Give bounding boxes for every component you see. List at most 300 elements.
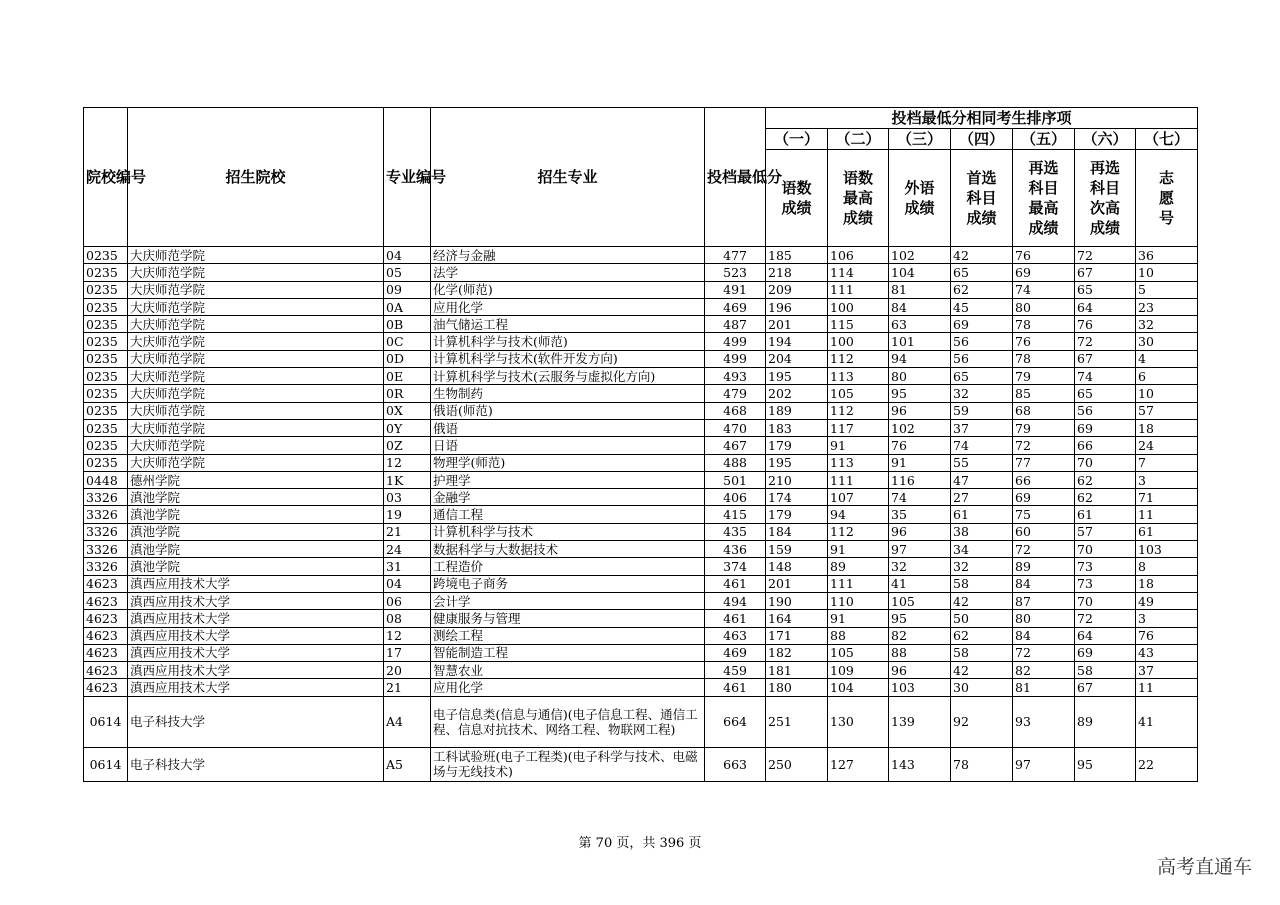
cell-foreign-language: 97 — [889, 541, 951, 558]
cell-school-name: 大庆师范学院 — [128, 402, 384, 419]
cell-major-name: 应用化学 — [431, 679, 705, 696]
cell-second-subject-max: 85 — [1013, 385, 1075, 402]
cell-major-name: 测绘工程 — [431, 627, 705, 644]
cell-second-subject-max: 80 — [1013, 298, 1075, 315]
cell-min-score: 470 — [705, 419, 766, 436]
cell-first-subject: 42 — [951, 247, 1013, 264]
cell-first-subject: 69 — [951, 316, 1013, 333]
cell-min-score: 491 — [705, 281, 766, 298]
cell-foreign-language: 35 — [889, 506, 951, 523]
table-row — [84, 679, 1198, 696]
cell-chinese-math-max: 130 — [828, 696, 889, 747]
table-row — [84, 696, 1198, 747]
cell-chinese-math: 189 — [766, 402, 828, 419]
cell-foreign-language: 116 — [889, 471, 951, 488]
cell-major-code: 0A — [384, 298, 431, 315]
table-row — [84, 523, 1198, 540]
table-row — [84, 747, 1198, 781]
cell-application-no: 24 — [1136, 437, 1198, 454]
table-row — [84, 575, 1198, 592]
cell-chinese-math-max: 112 — [828, 523, 889, 540]
cell-application-no: 6 — [1136, 368, 1198, 385]
cell-first-subject: 45 — [951, 298, 1013, 315]
cell-application-no: 3 — [1136, 471, 1198, 488]
cell-chinese-math-max: 94 — [828, 506, 889, 523]
table-row — [84, 506, 1198, 523]
cell-first-subject: 55 — [951, 454, 1013, 471]
cell-first-subject: 34 — [951, 541, 1013, 558]
cell-chinese-math-max: 112 — [828, 350, 889, 367]
cell-second-subject-max: 66 — [1013, 471, 1075, 488]
cell-first-subject: 56 — [951, 350, 1013, 367]
table-row — [84, 471, 1198, 488]
cell-chinese-math-max: 115 — [828, 316, 889, 333]
cell-school-name: 德州学院 — [128, 471, 384, 488]
cell-second-subject-next: 72 — [1075, 247, 1136, 264]
cell-second-subject-max: 76 — [1013, 333, 1075, 350]
table-row — [84, 419, 1198, 436]
cell-major-code: 31 — [384, 558, 431, 575]
cell-second-subject-next: 74 — [1075, 368, 1136, 385]
header-sort-num-7: （七） — [1136, 129, 1198, 150]
cell-application-no: 49 — [1136, 592, 1198, 609]
admission-score-table — [83, 107, 1198, 782]
cell-major-name: 生物制药 — [431, 385, 705, 402]
cell-first-subject: 42 — [951, 592, 1013, 609]
cell-major-name: 工科试验班(电子工程类)(电子科学与技术、电磁场与无线技术) — [431, 747, 705, 781]
cell-major-name: 通信工程 — [431, 506, 705, 523]
header-sort-label-1: 语数成绩 — [766, 150, 828, 247]
cell-school-code: 0614 — [84, 696, 128, 747]
cell-major-code: 08 — [384, 610, 431, 627]
cell-application-no: 3 — [1136, 610, 1198, 627]
cell-chinese-math-max: 112 — [828, 402, 889, 419]
cell-chinese-math-max: 105 — [828, 644, 889, 661]
cell-school-code: 4623 — [84, 627, 128, 644]
cell-chinese-math: 185 — [766, 247, 828, 264]
cell-second-subject-max: 84 — [1013, 575, 1075, 592]
cell-foreign-language: 94 — [889, 350, 951, 367]
table-row — [84, 454, 1198, 471]
cell-school-code: 0235 — [84, 333, 128, 350]
cell-school-name: 滇池学院 — [128, 541, 384, 558]
cell-chinese-math: 179 — [766, 506, 828, 523]
cell-foreign-language: 76 — [889, 437, 951, 454]
cell-min-score: 499 — [705, 333, 766, 350]
cell-foreign-language: 82 — [889, 627, 951, 644]
page-footer: 第 70 页，共 396 页 — [578, 836, 702, 851]
cell-chinese-math-max: 113 — [828, 368, 889, 385]
cell-chinese-math: 195 — [766, 368, 828, 385]
cell-first-subject: 42 — [951, 662, 1013, 679]
cell-major-code: 0B — [384, 316, 431, 333]
cell-major-code: 05 — [384, 264, 431, 281]
table-row — [84, 264, 1198, 281]
cell-major-code: 0Y — [384, 419, 431, 436]
cell-min-score: 459 — [705, 662, 766, 679]
table-row — [84, 333, 1198, 350]
cell-foreign-language: 84 — [889, 298, 951, 315]
table-row — [84, 316, 1198, 333]
cell-school-code: 4623 — [84, 662, 128, 679]
cell-second-subject-next: 64 — [1075, 298, 1136, 315]
cell-school-name: 滇西应用技术大学 — [128, 592, 384, 609]
cell-school-code: 4623 — [84, 679, 128, 696]
cell-second-subject-next: 62 — [1075, 471, 1136, 488]
cell-second-subject-next: 65 — [1075, 385, 1136, 402]
cell-chinese-math-max: 109 — [828, 662, 889, 679]
cell-application-no: 22 — [1136, 747, 1198, 781]
cell-school-code: 0235 — [84, 350, 128, 367]
cell-foreign-language: 103 — [889, 679, 951, 696]
table-row — [84, 662, 1198, 679]
cell-second-subject-next: 73 — [1075, 558, 1136, 575]
cell-major-code: 12 — [384, 454, 431, 471]
cell-chinese-math: 201 — [766, 575, 828, 592]
cell-min-score: 493 — [705, 368, 766, 385]
cell-min-score: 501 — [705, 471, 766, 488]
cell-school-name: 大庆师范学院 — [128, 316, 384, 333]
cell-major-name: 金融学 — [431, 489, 705, 506]
cell-first-subject: 32 — [951, 558, 1013, 575]
cell-school-code: 0448 — [84, 471, 128, 488]
cell-major-name: 跨境电子商务 — [431, 575, 705, 592]
cell-major-name: 物理学(师范) — [431, 454, 705, 471]
cell-second-subject-next: 69 — [1075, 419, 1136, 436]
cell-major-name: 日语 — [431, 437, 705, 454]
cell-first-subject: 50 — [951, 610, 1013, 627]
cell-first-subject: 38 — [951, 523, 1013, 540]
cell-major-name: 工程造价 — [431, 558, 705, 575]
cell-major-name: 会计学 — [431, 592, 705, 609]
cell-major-name: 护理学 — [431, 471, 705, 488]
cell-first-subject: 30 — [951, 679, 1013, 696]
cell-chinese-math: 181 — [766, 662, 828, 679]
table-row — [84, 402, 1198, 419]
cell-foreign-language: 80 — [889, 368, 951, 385]
cell-chinese-math-max: 100 — [828, 298, 889, 315]
cell-school-code: 3326 — [84, 506, 128, 523]
header-sort-num-4: （四） — [951, 129, 1013, 150]
cell-major-name: 油气储运工程 — [431, 316, 705, 333]
cell-school-code: 4623 — [84, 644, 128, 661]
cell-second-subject-next: 70 — [1075, 541, 1136, 558]
header-sort-label-7: 志愿号 — [1136, 150, 1198, 247]
header-sort-label-6: 再选科目次高成绩 — [1075, 150, 1136, 247]
cell-chinese-math-max: 89 — [828, 558, 889, 575]
cell-chinese-math: 251 — [766, 696, 828, 747]
cell-major-code: 12 — [384, 627, 431, 644]
cell-foreign-language: 88 — [889, 644, 951, 661]
cell-major-name: 计算机科学与技术(师范) — [431, 333, 705, 350]
cell-foreign-language: 96 — [889, 523, 951, 540]
header-sort-num-1: （一） — [766, 129, 828, 150]
cell-min-score: 469 — [705, 644, 766, 661]
cell-chinese-math-max: 113 — [828, 454, 889, 471]
header-school-name: 招生院校 — [128, 108, 384, 247]
cell-second-subject-next: 72 — [1075, 333, 1136, 350]
cell-major-code: 0Z — [384, 437, 431, 454]
cell-second-subject-next: 58 — [1075, 662, 1136, 679]
cell-second-subject-next: 56 — [1075, 402, 1136, 419]
cell-application-no: 41 — [1136, 696, 1198, 747]
cell-first-subject: 58 — [951, 575, 1013, 592]
cell-second-subject-next: 69 — [1075, 644, 1136, 661]
cell-major-code: 0D — [384, 350, 431, 367]
cell-second-subject-max: 80 — [1013, 610, 1075, 627]
cell-major-code: 20 — [384, 662, 431, 679]
table-row — [84, 558, 1198, 575]
cell-foreign-language: 95 — [889, 610, 951, 627]
cell-major-name: 计算机科学与技术(软件开发方向) — [431, 350, 705, 367]
cell-foreign-language: 41 — [889, 575, 951, 592]
cell-major-name: 计算机科学与技术(云服务与虚拟化方向) — [431, 368, 705, 385]
header-min-score: 投档最低分 — [705, 108, 766, 247]
cell-second-subject-next: 70 — [1075, 454, 1136, 471]
cell-school-name: 大庆师范学院 — [128, 454, 384, 471]
cell-major-name: 智慧农业 — [431, 662, 705, 679]
cell-major-name: 俄语(师范) — [431, 402, 705, 419]
header-major-code: 专业编号 — [384, 108, 431, 247]
cell-min-score: 461 — [705, 575, 766, 592]
cell-min-score: 479 — [705, 385, 766, 402]
cell-application-no: 18 — [1136, 575, 1198, 592]
cell-second-subject-max: 87 — [1013, 592, 1075, 609]
header-major-name: 招生专业 — [431, 108, 705, 247]
cell-first-subject: 62 — [951, 281, 1013, 298]
cell-major-code: 03 — [384, 489, 431, 506]
cell-school-code: 0235 — [84, 402, 128, 419]
cell-min-score: 499 — [705, 350, 766, 367]
cell-chinese-math: 218 — [766, 264, 828, 281]
table-row — [84, 247, 1198, 264]
cell-foreign-language: 95 — [889, 385, 951, 402]
cell-major-code: 06 — [384, 592, 431, 609]
cell-foreign-language: 91 — [889, 454, 951, 471]
cell-second-subject-max: 78 — [1013, 350, 1075, 367]
cell-school-code: 3326 — [84, 523, 128, 540]
cell-major-code: 19 — [384, 506, 431, 523]
watermark: 高考直通车 — [1156, 856, 1252, 878]
table-row — [84, 592, 1198, 609]
header-sort-num-3: （三） — [889, 129, 951, 150]
cell-chinese-math: 184 — [766, 523, 828, 540]
cell-first-subject: 65 — [951, 264, 1013, 281]
cell-chinese-math-max: 117 — [828, 419, 889, 436]
cell-application-no: 76 — [1136, 627, 1198, 644]
cell-second-subject-next: 89 — [1075, 696, 1136, 747]
cell-school-name: 滇池学院 — [128, 558, 384, 575]
cell-major-code: 0E — [384, 368, 431, 385]
cell-major-code: A5 — [384, 747, 431, 781]
cell-chinese-math: 195 — [766, 454, 828, 471]
cell-major-code: 04 — [384, 575, 431, 592]
cell-second-subject-next: 95 — [1075, 747, 1136, 781]
cell-min-score: 415 — [705, 506, 766, 523]
cell-application-no: 7 — [1136, 454, 1198, 471]
cell-major-name: 健康服务与管理 — [431, 610, 705, 627]
cell-chinese-math: 210 — [766, 471, 828, 488]
cell-school-code: 0235 — [84, 385, 128, 402]
cell-second-subject-next: 66 — [1075, 437, 1136, 454]
table-header — [84, 108, 1198, 247]
cell-school-name: 大庆师范学院 — [128, 264, 384, 281]
cell-min-score: 523 — [705, 264, 766, 281]
cell-school-name: 滇池学院 — [128, 506, 384, 523]
cell-school-name: 大庆师范学院 — [128, 385, 384, 402]
cell-school-code: 0235 — [84, 298, 128, 315]
cell-second-subject-max: 84 — [1013, 627, 1075, 644]
cell-application-no: 71 — [1136, 489, 1198, 506]
cell-second-subject-max: 72 — [1013, 437, 1075, 454]
cell-school-code: 0235 — [84, 437, 128, 454]
cell-chinese-math: 209 — [766, 281, 828, 298]
cell-foreign-language: 81 — [889, 281, 951, 298]
cell-foreign-language: 96 — [889, 402, 951, 419]
cell-foreign-language: 74 — [889, 489, 951, 506]
cell-min-score: 664 — [705, 696, 766, 747]
cell-min-score: 468 — [705, 402, 766, 419]
table-row — [84, 610, 1198, 627]
cell-application-no: 11 — [1136, 506, 1198, 523]
cell-school-name: 大庆师范学院 — [128, 247, 384, 264]
cell-second-subject-max: 79 — [1013, 368, 1075, 385]
cell-chinese-math: 159 — [766, 541, 828, 558]
cell-foreign-language: 101 — [889, 333, 951, 350]
cell-min-score: 435 — [705, 523, 766, 540]
header-sort-label-3: 外语成绩 — [889, 150, 951, 247]
cell-chinese-math: 174 — [766, 489, 828, 506]
cell-foreign-language: 96 — [889, 662, 951, 679]
cell-application-no: 43 — [1136, 644, 1198, 661]
cell-second-subject-max: 69 — [1013, 264, 1075, 281]
cell-chinese-math: 182 — [766, 644, 828, 661]
cell-second-subject-max: 97 — [1013, 747, 1075, 781]
cell-school-name: 大庆师范学院 — [128, 298, 384, 315]
cell-min-score: 663 — [705, 747, 766, 781]
cell-second-subject-max: 77 — [1013, 454, 1075, 471]
table-row — [84, 627, 1198, 644]
cell-first-subject: 78 — [951, 747, 1013, 781]
cell-major-code: 1K — [384, 471, 431, 488]
cell-chinese-math-max: 91 — [828, 541, 889, 558]
cell-school-name: 滇池学院 — [128, 523, 384, 540]
cell-second-subject-max: 82 — [1013, 662, 1075, 679]
cell-major-name: 法学 — [431, 264, 705, 281]
cell-application-no: 36 — [1136, 247, 1198, 264]
cell-foreign-language: 105 — [889, 592, 951, 609]
cell-second-subject-next: 65 — [1075, 281, 1136, 298]
table-row — [84, 368, 1198, 385]
cell-application-no: 61 — [1136, 523, 1198, 540]
cell-chinese-math: 164 — [766, 610, 828, 627]
cell-min-score: 461 — [705, 610, 766, 627]
cell-application-no: 37 — [1136, 662, 1198, 679]
cell-school-code: 3326 — [84, 489, 128, 506]
cell-major-name: 电子信息类(信息与通信)(电子信息工程、通信工程、信息对抗技术、网络工程、物联网工程) — [431, 696, 705, 747]
cell-chinese-math-max: 105 — [828, 385, 889, 402]
cell-major-name: 应用化学 — [431, 298, 705, 315]
cell-chinese-math-max: 127 — [828, 747, 889, 781]
cell-application-no: 10 — [1136, 264, 1198, 281]
cell-second-subject-next: 62 — [1075, 489, 1136, 506]
cell-second-subject-max: 89 — [1013, 558, 1075, 575]
cell-chinese-math-max: 104 — [828, 679, 889, 696]
cell-chinese-math: 196 — [766, 298, 828, 315]
cell-foreign-language: 32 — [889, 558, 951, 575]
cell-first-subject: 74 — [951, 437, 1013, 454]
cell-major-code: 09 — [384, 281, 431, 298]
cell-chinese-math-max: 111 — [828, 281, 889, 298]
cell-school-code: 4623 — [84, 575, 128, 592]
table-row — [84, 350, 1198, 367]
cell-chinese-math: 201 — [766, 316, 828, 333]
cell-major-name: 俄语 — [431, 419, 705, 436]
table-row — [84, 489, 1198, 506]
cell-school-name: 滇西应用技术大学 — [128, 575, 384, 592]
cell-second-subject-max: 81 — [1013, 679, 1075, 696]
cell-major-name: 数据科学与大数据技术 — [431, 541, 705, 558]
cell-second-subject-next: 61 — [1075, 506, 1136, 523]
cell-application-no: 32 — [1136, 316, 1198, 333]
cell-major-name: 经济与金融 — [431, 247, 705, 264]
header-sort-group: 投档最低分相同考生排序项 — [766, 108, 1198, 129]
cell-first-subject: 62 — [951, 627, 1013, 644]
cell-school-name: 电子科技大学 — [128, 747, 384, 781]
header-sort-label-2: 语数最高成绩 — [828, 150, 889, 247]
cell-application-no: 23 — [1136, 298, 1198, 315]
cell-application-no: 11 — [1136, 679, 1198, 696]
header-sort-label-4: 首选科目成绩 — [951, 150, 1013, 247]
cell-chinese-math: 171 — [766, 627, 828, 644]
cell-second-subject-max: 78 — [1013, 316, 1075, 333]
cell-foreign-language: 102 — [889, 247, 951, 264]
cell-school-name: 大庆师范学院 — [128, 368, 384, 385]
cell-application-no: 4 — [1136, 350, 1198, 367]
cell-school-name: 滇西应用技术大学 — [128, 610, 384, 627]
cell-school-code: 3326 — [84, 558, 128, 575]
cell-major-code: 17 — [384, 644, 431, 661]
cell-application-no: 5 — [1136, 281, 1198, 298]
header-school-code: 院校编号 — [84, 108, 128, 247]
cell-first-subject: 37 — [951, 419, 1013, 436]
table-row — [84, 298, 1198, 315]
cell-chinese-math-max: 111 — [828, 471, 889, 488]
cell-first-subject: 56 — [951, 333, 1013, 350]
cell-first-subject: 92 — [951, 696, 1013, 747]
cell-chinese-math: 204 — [766, 350, 828, 367]
cell-major-name: 智能制造工程 — [431, 644, 705, 661]
table-row — [84, 644, 1198, 661]
cell-school-code: 0235 — [84, 368, 128, 385]
cell-chinese-math: 183 — [766, 419, 828, 436]
header-sort-num-2: （二） — [828, 129, 889, 150]
cell-major-code: 0X — [384, 402, 431, 419]
cell-chinese-math-max: 114 — [828, 264, 889, 281]
table-row — [84, 281, 1198, 298]
table-row — [84, 541, 1198, 558]
cell-min-score: 461 — [705, 679, 766, 696]
cell-second-subject-max: 74 — [1013, 281, 1075, 298]
cell-school-name: 大庆师范学院 — [128, 419, 384, 436]
cell-school-name: 大庆师范学院 — [128, 281, 384, 298]
cell-school-code: 4623 — [84, 592, 128, 609]
cell-chinese-math: 148 — [766, 558, 828, 575]
table-row — [84, 437, 1198, 454]
cell-second-subject-next: 73 — [1075, 575, 1136, 592]
cell-application-no: 103 — [1136, 541, 1198, 558]
cell-first-subject: 32 — [951, 385, 1013, 402]
